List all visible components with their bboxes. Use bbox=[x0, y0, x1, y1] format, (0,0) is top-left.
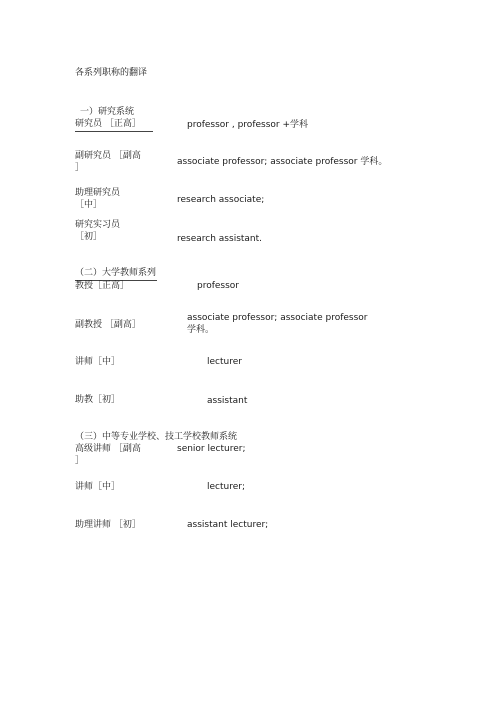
row-cn: 助理研究员 bbox=[75, 188, 121, 198]
row-en: professor , professor +学科 bbox=[187, 120, 309, 130]
row-en: professor bbox=[197, 281, 240, 291]
row-cn: 讲师［中］ bbox=[75, 482, 121, 492]
row-en: research assistant. bbox=[177, 234, 263, 244]
row-en: lecturer bbox=[207, 357, 242, 367]
row-cn: 助教［初］ bbox=[75, 395, 121, 405]
page-title: 各系列职称的翻译 bbox=[75, 68, 148, 78]
row-en: associate professor; associate professor 学科。 bbox=[177, 157, 388, 167]
section-heading-university: （二）大学教师系列 bbox=[75, 268, 157, 281]
row-cn: 研究员 ［正高］ bbox=[75, 119, 153, 132]
row-en: assistant lecturer; bbox=[187, 520, 269, 530]
row-cn-cont: ］ bbox=[75, 163, 85, 173]
row-cn-cont: ［中］ bbox=[75, 200, 103, 210]
row-cn-cont: ］ bbox=[75, 456, 85, 466]
row-en: assistant bbox=[207, 396, 248, 406]
row-cn: 研究实习员 bbox=[75, 220, 121, 230]
row-cn: 副研究员 ［副高 bbox=[75, 151, 141, 161]
row-cn: 副教授 ［副高］ bbox=[75, 320, 141, 330]
row-en-cont: 学科。 bbox=[187, 325, 215, 335]
row-en: associate professor; associate professor bbox=[187, 313, 368, 323]
row-cn: 讲师［中］ bbox=[75, 357, 121, 367]
row-en: lecturer; bbox=[207, 482, 245, 492]
row-en: research associate; bbox=[177, 195, 265, 205]
row-cn-cont: ［初］ bbox=[75, 232, 103, 242]
row-cn: 教授［正高］ bbox=[75, 281, 130, 291]
row-cn: 高级讲师 ［副高 bbox=[75, 444, 141, 454]
section-heading-research: 一）研究系统 bbox=[80, 107, 135, 117]
row-cn: 助理讲师 ［初］ bbox=[75, 520, 141, 530]
section-heading-vocational: （三）中等专业学校、技工学校教师系统 bbox=[75, 432, 238, 442]
row-en: senior lecturer; bbox=[177, 444, 246, 454]
